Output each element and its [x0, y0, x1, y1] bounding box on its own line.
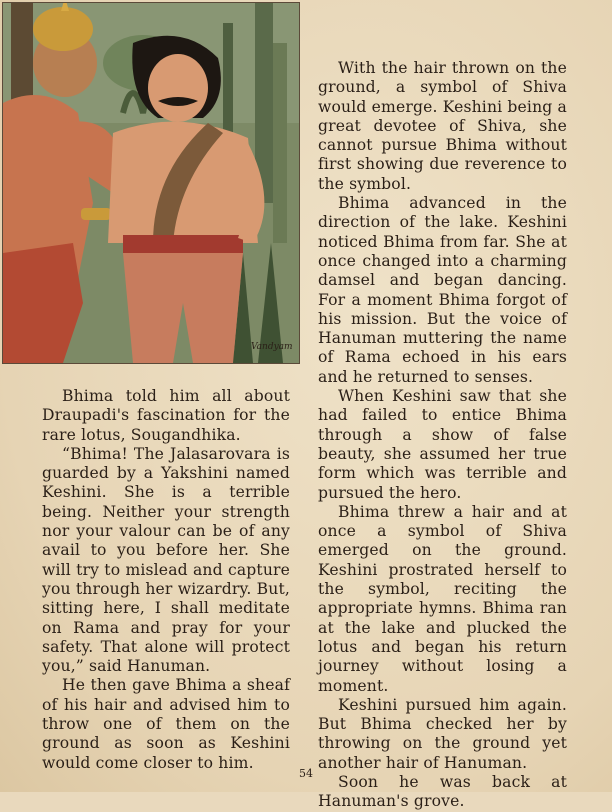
paragraph: With the hair thrown on the ground, a symbol of Shiva would emerge. Keshini being a great devotee of Shiva, she cannot pursue Bhima without first showing due reverence to the symbol.: [318, 59, 567, 193]
story-illustration: [2, 2, 300, 364]
paragraph: Bhima threw a hair and at once a symbol of Shiva emerged on the ground. Keshini prostrated herself to the symbol, reciting the appropriate hymns. Bhima ran at the lake and plucked the lotus and began his return journey without losing a moment.: [318, 502, 567, 695]
page-number: 54: [299, 767, 313, 780]
illustration-art: [3, 3, 299, 363]
paragraph: He then gave Bhima a sheaf of his hair and advised him to throw one of them on the ground as soon as Keshini would come closer to him.: [42, 676, 290, 772]
paragraph: Bhima told him all about Draupadi's fascination for the rare lotus, Sougandhika.: [42, 387, 290, 444]
crown: [33, 7, 93, 51]
paragraph: Bhima advanced in the direction of the lake. Keshini noticed Bhima from far. She at once changed into a charming damsel and began dancing. For a moment Bhima forgot of his mission. But the voice of Hanuman muttering the name of Rama echoed in his ears and he returned to senses.: [318, 194, 567, 386]
artist-signature: Vandyam: [251, 342, 293, 352]
paragraph: “Bhima! The Jalasarovara is guarded by a Yakshini named Keshini. She is a terrible being. Neither your strength nor your valour can be of any avail to you before her. She will try to mislead and capture you through her wizardry. But, sitting here, I shall meditate on Rama and pray for your safety. That alone will protect you,” said Hanuman.: [42, 444, 290, 676]
right-text-column: [318, 59, 567, 812]
paragraph: When Keshini saw that she had failed to entice Bhima through a show of false beauty, she assumed her true form which was terrible and pursued the hero.: [318, 387, 567, 502]
paragraph: Soon he was back at Hanuman's grove.: [318, 772, 567, 811]
armband: [81, 208, 111, 220]
paragraph: Keshini pursued him again. But Bhima checked her by throwing on the ground yet another hair of Hanuman.: [318, 695, 567, 772]
left-text-column: [42, 387, 290, 773]
